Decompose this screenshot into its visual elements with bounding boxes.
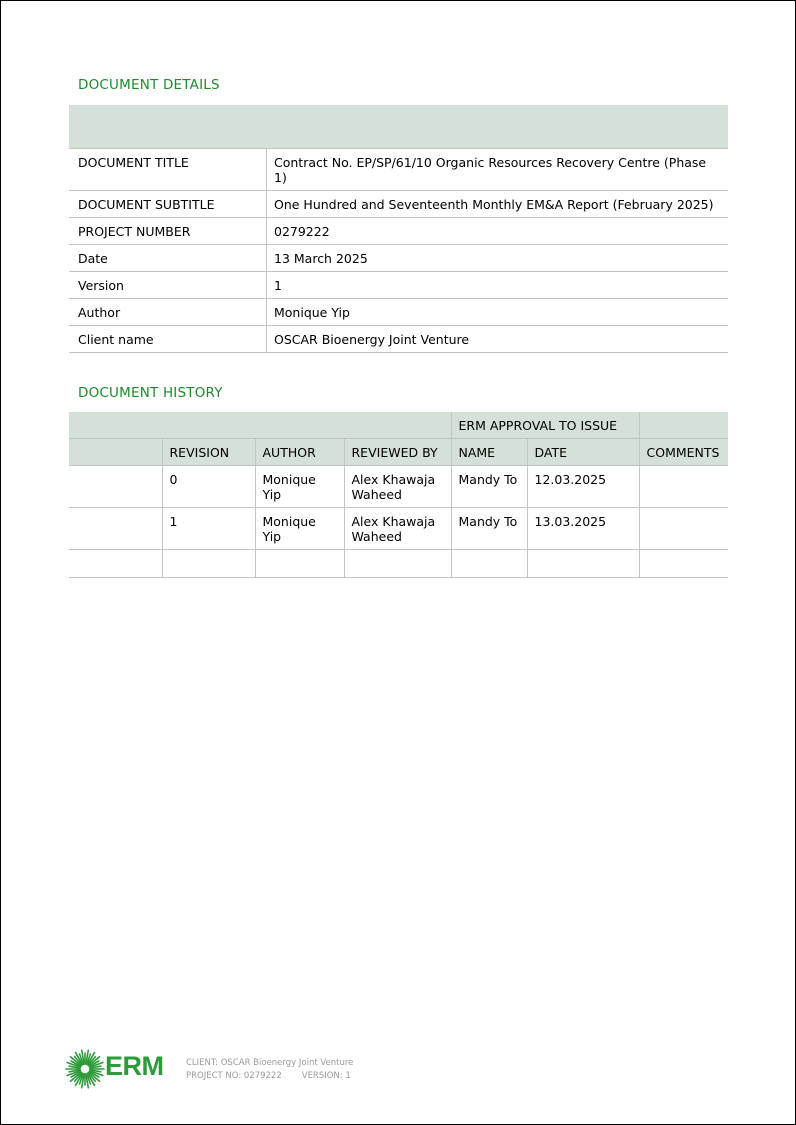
history-group-header-row xyxy=(69,412,728,439)
details-key: Client name xyxy=(69,326,267,353)
approver-name-cell: Mandy To xyxy=(451,508,527,550)
column-header-date: DATE xyxy=(527,439,639,466)
details-value: One Hundred and Seventeenth Monthly EM&A Report (February 2025) xyxy=(267,191,729,218)
history-row xyxy=(69,508,728,550)
column-header-name: NAME xyxy=(451,439,527,466)
details-row xyxy=(69,191,728,218)
details-value: OSCAR Bioenergy Joint Venture xyxy=(267,326,729,353)
reviewed-by-cell: Alex Khawaja Waheed xyxy=(344,508,451,550)
footer-client: CLIENT: OSCAR Bioenergy Joint Venture xyxy=(186,1058,354,1068)
details-key: DOCUMENT SUBTITLE xyxy=(69,191,267,218)
approver-name-cell: Mandy To xyxy=(451,466,527,508)
approval-group-header: ERM APPROVAL TO ISSUE xyxy=(451,412,639,439)
details-header-band xyxy=(69,105,728,149)
details-row xyxy=(69,326,728,353)
history-row xyxy=(69,466,728,508)
details-key: PROJECT NUMBER xyxy=(69,218,267,245)
column-header-author: AUTHOR xyxy=(255,439,344,466)
author-cell: Monique Yip xyxy=(255,508,344,550)
revision-cell: 1 xyxy=(162,508,255,550)
details-value: 13 March 2025 xyxy=(267,245,729,272)
erm-sunburst-logo-icon xyxy=(65,1049,105,1089)
details-key: Date xyxy=(69,245,267,272)
erm-logo-text: ERM xyxy=(105,1051,164,1081)
history-empty-row xyxy=(69,550,728,578)
comments-cell xyxy=(639,466,728,508)
reviewed-by-cell: Alex Khawaja Waheed xyxy=(344,466,451,508)
footer-info xyxy=(186,1057,353,1083)
document-history-table xyxy=(69,412,728,578)
document-details-table xyxy=(69,105,728,353)
column-header-comments: COMMENTS xyxy=(639,439,728,466)
author-cell: Monique Yip xyxy=(255,466,344,508)
column-header-reviewed-by: REVIEWED BY xyxy=(344,439,451,466)
footer-project-no: PROJECT NO: 0279222 xyxy=(186,1071,282,1081)
document-details-heading: DOCUMENT DETAILS xyxy=(78,77,220,93)
revision-cell: 0 xyxy=(162,466,255,508)
details-row xyxy=(69,218,728,245)
details-key: Version xyxy=(69,272,267,299)
comments-cell xyxy=(639,508,728,550)
details-row xyxy=(69,149,728,191)
details-row xyxy=(69,299,728,326)
details-value: 1 xyxy=(267,272,729,299)
details-value: Monique Yip xyxy=(267,299,729,326)
details-row xyxy=(69,245,728,272)
details-key: DOCUMENT TITLE xyxy=(69,149,267,191)
column-header-revision: REVISION xyxy=(162,439,255,466)
approval-date-cell: 13.03.2025 xyxy=(527,508,639,550)
history-column-header-row xyxy=(69,439,728,466)
details-value: 0279222 xyxy=(267,218,729,245)
details-value: Contract No. EP/SP/61/10 Organic Resources Recovery Centre (Phase 1) xyxy=(267,149,729,191)
footer-version: VERSION: 1 xyxy=(301,1071,351,1081)
document-history-heading: DOCUMENT HISTORY xyxy=(78,385,223,401)
approval-date-cell: 12.03.2025 xyxy=(527,466,639,508)
details-key: Author xyxy=(69,299,267,326)
details-row xyxy=(69,272,728,299)
